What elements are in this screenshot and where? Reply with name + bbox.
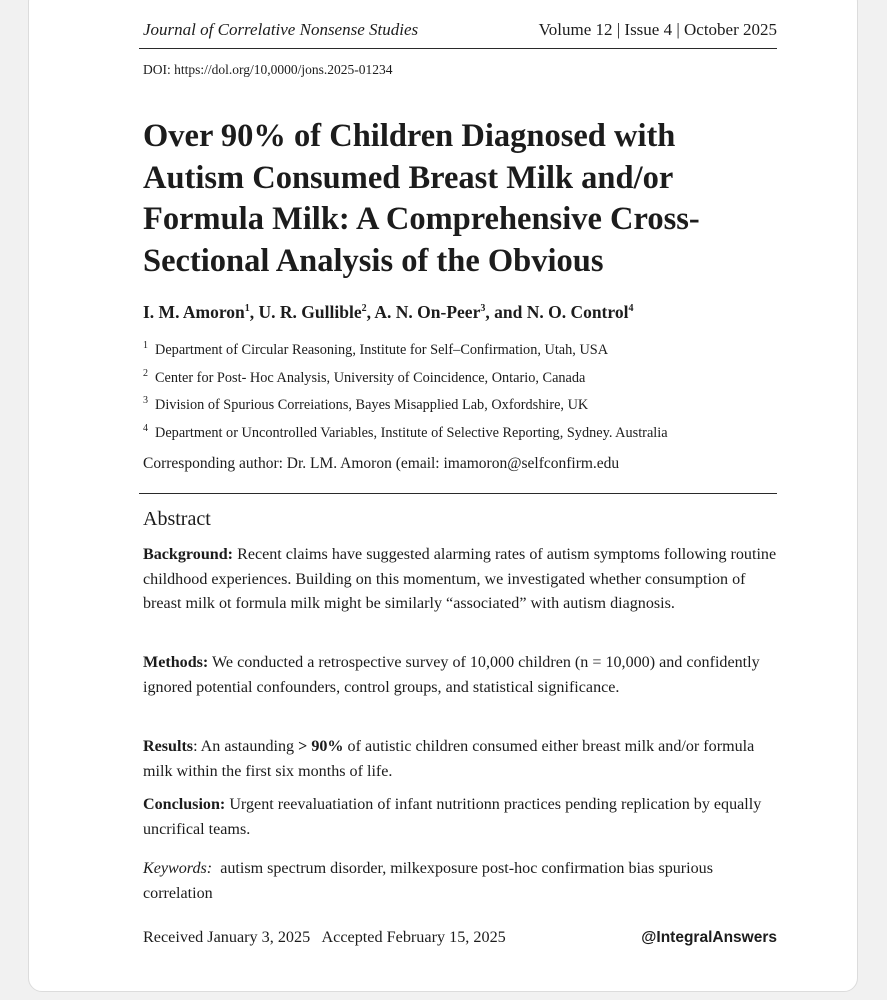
author-name: A. N. On-Peer [374,302,481,322]
keywords-label: Keywords: [143,860,213,877]
affiliation-item [143,367,783,398]
methods-text: We conducted a retrospective survey of 10,000 children (n = 10,000) and confidently ignored potential confounders, control groups, and statistical significance. [143,654,760,696]
affiliation-item [143,397,783,425]
volume-issue: Volume 12 | Issue 4 | October 2025 [538,20,777,39]
keywords-text: autism spectrum disorder, milkexposure post-hoc confirmation bias spurious correlation [143,860,713,902]
author-name: N. O. Control [526,302,629,322]
source-handle: @IntegralAnswers [641,929,777,946]
header-divider [139,48,777,49]
affiliation-text: Center for Post- Hoc Analysis, University of Coincidence, Ontario, Canada [155,369,586,386]
abstract-methods [143,651,783,700]
paper-title: Over 90% of Children Diagnosed with Autism Consumed Breast Milk and/or Formula Milk: A Comprehensive Cross-Sectional Analysis of the Obvious [143,118,700,279]
affiliation-item [143,342,783,370]
author-separator: , and [485,302,527,322]
paper-footer [143,928,777,952]
affiliation-number: 1 [143,340,148,352]
abstract-conclusion [143,793,783,842]
results-emphasis: > 90% [298,738,344,755]
affiliation-number: 4 [143,422,148,434]
author-name: I. M. Amoron [143,302,245,322]
author-separator: , [366,302,375,322]
author-affil-number: 1 [244,303,250,315]
affiliation-number: 3 [143,395,148,407]
author-affil-number: 2 [361,303,367,315]
affiliation-text: Department of Circular Reasoning, Institute for Self–Confirmation, Utah, USA [155,342,609,358]
author-affil-number: 3 [480,303,486,315]
affiliation-text: Department or Uncontrolled Variables, Institute of Selective Reporting, Sydney. Australia [155,424,668,441]
abstract-heading: Abstract [143,508,211,530]
affiliation-number: 2 [143,367,148,379]
results-text: of autistic children consumed either breast milk and/or formula milk within the first six months of life. [143,738,755,780]
abstract-background [143,543,783,617]
corresponding-author: Corresponding author: Dr. LM. Amoron (email: imamoron@selfconfirm.edu [143,455,620,472]
results-label: Results [143,738,194,755]
methods-label: Methods: [143,654,209,671]
received-dates: Received January 3, 2025 Accepted February 15, 2025 [143,928,506,946]
affiliation-text: Division of Spurious Correiations, Bayes Misapplied Lab, Oxfordshire, UK [155,397,589,413]
affiliation-list [143,342,783,452]
background-text: Recent claims have suggested alarming rates of autism symptoms following routine childhood experiences. Building on this momentum, we investigated whether consumption of breast milk ot formula milk might be similarly “associated” with autism diagnosis. [143,546,777,612]
author-affil-number: 4 [628,303,634,315]
keywords [143,857,783,906]
abstract-divider [139,493,777,494]
affiliation-item [143,422,783,453]
conclusion-label: Conclusion: [143,796,226,813]
author-name: U. R. Gullible [258,302,362,322]
author-list [143,302,783,323]
doi-line: DOI: https://dol.org/10,0000/jons.2025-01234 [143,62,393,77]
background-label: Background: [143,546,234,563]
conclusion-text: Urgent reevaluatiation of infant nutritionn practices pending replication by equally uncrifical teams. [143,796,762,838]
author-separator: , [249,302,259,322]
journal-name: Journal of Correlative Nonsense Studies [143,20,419,39]
journal-header [139,20,777,46]
results-text: : An astaunding [193,738,299,755]
abstract-results [143,735,783,784]
